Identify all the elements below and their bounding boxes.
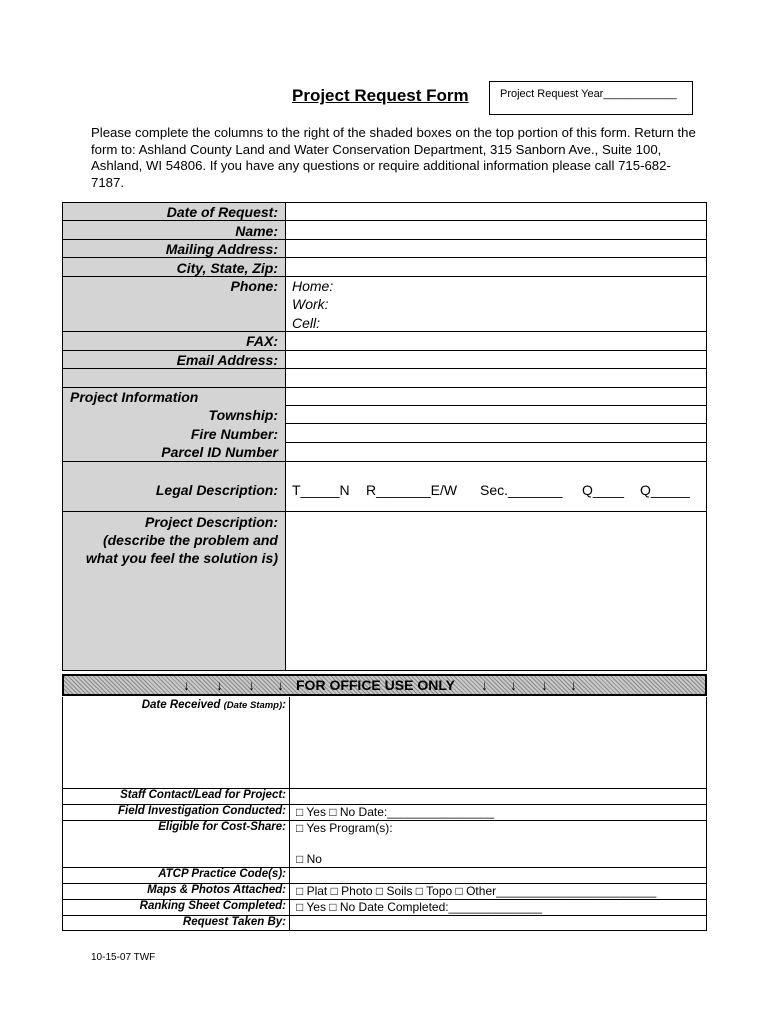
field-investigation-options[interactable]: □ Yes □ No Date:________________	[296, 805, 494, 819]
project-information-heading: Project Information	[70, 389, 199, 405]
eligible-no-checkbox[interactable]: □ No	[296, 852, 322, 866]
intro-paragraph: Please complete the columns to the right of the shaded boxes on the top portion of this form. Return the form to: Ashland County Land and Water Conservation Department, 315 Sanborn Ave., Suite 100, Ashland, WI 54806. If you have any questions or require additional information please call 715-682-7187.	[91, 125, 696, 190]
parcel-id-label: Parcel ID Number	[161, 444, 278, 460]
down-arrow-icon: ↓	[481, 677, 488, 693]
down-arrow-icon: ↓	[277, 677, 284, 693]
township-label: Township:	[208, 407, 278, 423]
down-arrow-icon: ↓	[216, 677, 223, 693]
project-description-label: Project Description:	[144, 514, 278, 530]
project-description-hint: (describe the problem and	[102, 532, 278, 548]
legal-quarter-field[interactable]: Q____	[582, 482, 625, 498]
phone-label: Phone:	[230, 278, 278, 294]
date-received-label	[142, 699, 286, 711]
name-label: Name:	[235, 223, 278, 239]
office-use-label: FOR OFFICE USE ONLY	[296, 677, 455, 693]
field-investigation-label: Field Investigation Conducted:	[117, 805, 286, 817]
atcp-practice-code-label: ATCP Practice Code(s):	[158, 868, 286, 880]
project-request-year-field[interactable]: Project Request Year____________	[489, 81, 693, 115]
date-of-request-label: Date of Request:	[166, 204, 278, 220]
date-stamp-note: (Date Stamp)	[223, 700, 283, 711]
ranking-sheet-label: Ranking Sheet Completed:	[139, 900, 286, 912]
phone-home-field[interactable]: Home:	[292, 278, 334, 294]
down-arrow-icon: ↓	[570, 677, 577, 693]
phone-work-field[interactable]: Work:	[292, 296, 329, 312]
legal-section-field[interactable]: Sec._______	[480, 482, 563, 498]
legal-description-label: Legal Description:	[155, 482, 278, 498]
email-address-label: Email Address:	[176, 352, 278, 368]
down-arrow-icon: ↓	[183, 677, 190, 693]
down-arrow-icon: ↓	[541, 677, 548, 693]
ranking-sheet-options[interactable]: □ Yes □ No Date Completed:______________	[296, 900, 543, 914]
request-taken-by-label: Request Taken By:	[182, 916, 286, 928]
form-revision-code: 10-15-07 TWF	[91, 952, 156, 963]
city-state-zip-label: City, State, Zip:	[176, 260, 278, 276]
eligible-cost-share-label: Eligible for Cost-Share:	[158, 821, 286, 833]
office-use-banner	[62, 674, 707, 696]
date-received-colon: :	[282, 699, 286, 711]
down-arrow-icon: ↓	[510, 677, 517, 693]
mailing-address-label: Mailing Address:	[165, 241, 278, 257]
legal-range-field[interactable]: R_______E/W	[366, 482, 458, 498]
down-arrow-icon: ↓	[248, 677, 255, 693]
eligible-yes-checkbox[interactable]: □ Yes Program(s):	[296, 821, 393, 835]
page-title: Project Request Form	[292, 86, 469, 105]
staff-contact-label: Staff Contact/Lead for Project:	[120, 789, 286, 801]
request-details-table	[62, 202, 707, 671]
phone-cell-field[interactable]: Cell:	[292, 315, 321, 331]
project-description-hint-2: what you feel the solution is)	[85, 550, 278, 566]
legal-quarter-quarter-field[interactable]: Q_____	[640, 482, 690, 498]
fire-number-label: Fire Number:	[190, 426, 278, 442]
maps-photos-label: Maps & Photos Attached:	[147, 884, 286, 896]
date-received-text: Date Received	[141, 699, 221, 711]
maps-photos-options[interactable]: □ Plat □ Photo □ Soils □ Topo □ Other________________________	[296, 884, 657, 898]
fax-label: FAX:	[246, 333, 278, 349]
office-use-table	[62, 697, 707, 931]
legal-township-field[interactable]: T_____N	[292, 482, 350, 498]
